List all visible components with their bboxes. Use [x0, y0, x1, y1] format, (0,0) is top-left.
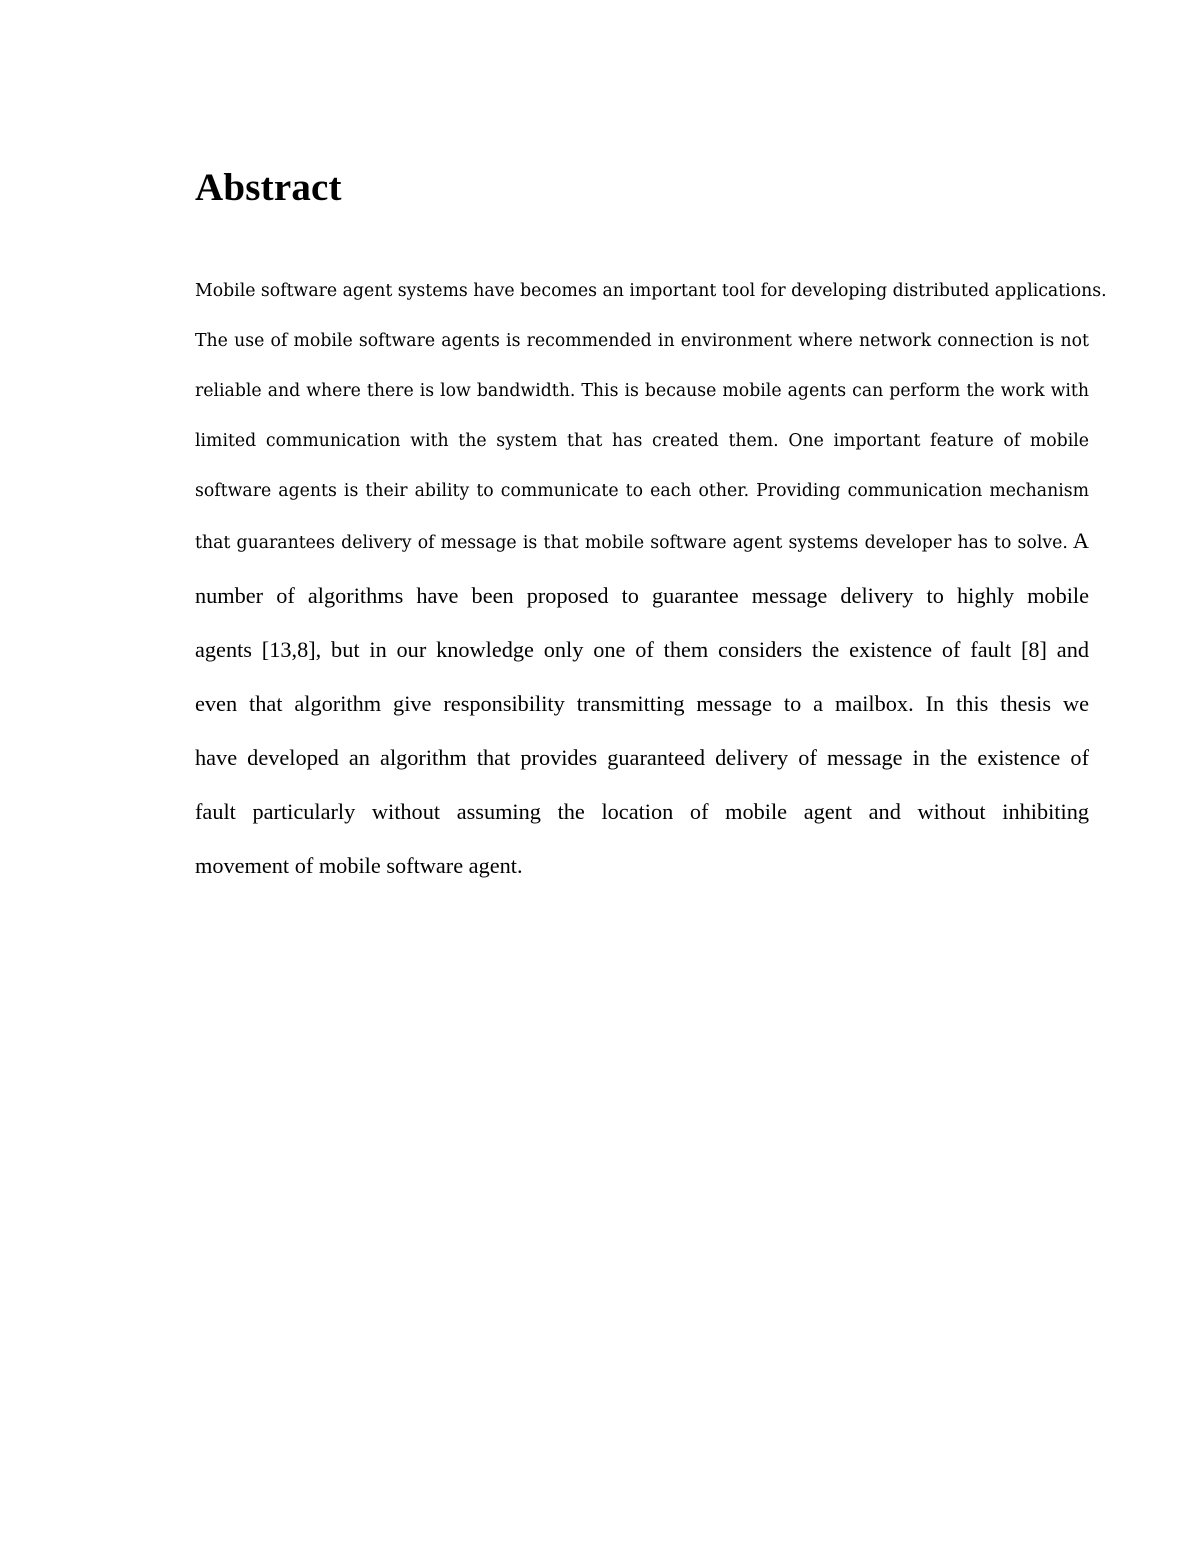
paragraph-line: software agents is their ability to communicate to each other. Providing communication mechanism: [195, 481, 1089, 501]
paragraph-line: reliable and where there is low bandwidth. This is because mobile agents can perform the work with: [195, 381, 1089, 401]
paragraph-line: Mobile software agent systems have becomes an important tool for developing distributed applications.: [195, 281, 1107, 301]
paragraph-line-segment: that guarantees delivery of message is that mobile software agent systems developer has to solve.: [195, 533, 1068, 553]
page-title: Abstract: [195, 166, 342, 209]
paragraph-line: limited communication with the system that has created them. One important feature of mobile: [195, 431, 1089, 451]
paragraph-line-segment: A: [1067, 528, 1090, 553]
paragraph-line: have developed an algorithm that provides guaranteed delivery of message in the existence of: [195, 745, 1089, 770]
paragraph-line: fault particularly without assuming the location of mobile agent and without inhibiting: [195, 799, 1089, 824]
abstract-paragraph-part2: [195, 569, 1089, 893]
paragraph-line: agents [13,8], but in our knowledge only one of them considers the existence of fault [8] and: [195, 637, 1089, 662]
paragraph-line-mixed: [195, 516, 1089, 566]
abstract-paragraph-part1: [195, 266, 1107, 566]
paragraph-line: The use of mobile software agents is recommended in environment where network connection is not: [195, 331, 1089, 351]
paragraph-line: number of algorithms have been proposed to guarantee message delivery to highly mobile: [195, 583, 1089, 608]
paragraph-line: even that algorithm give responsibility transmitting message to a mailbox. In this thesis we: [195, 691, 1089, 716]
paragraph-line: movement of mobile software agent.: [195, 853, 523, 878]
